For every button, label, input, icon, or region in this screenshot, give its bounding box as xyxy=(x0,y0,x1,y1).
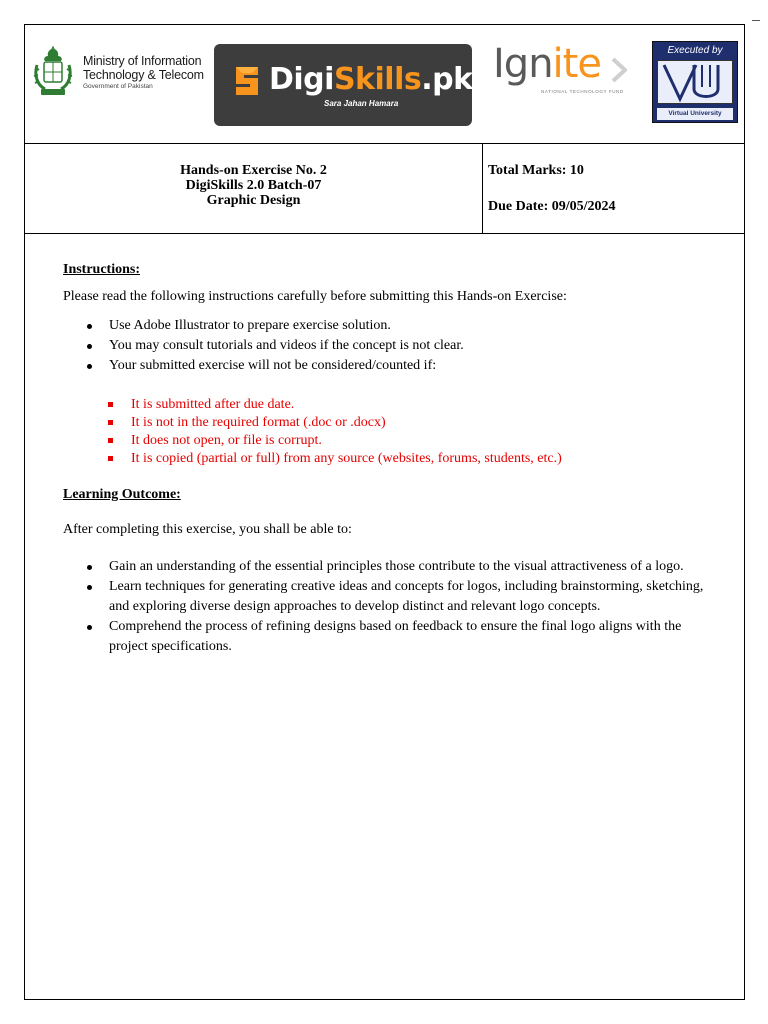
digiskills-word-suffix: .pk xyxy=(421,62,473,97)
instructions-intro: Please read the following instructions carefully before submitting this Hands-on Exercise: xyxy=(63,289,567,304)
square-bullet-icon xyxy=(108,438,113,443)
list-item xyxy=(107,432,707,450)
list-item xyxy=(85,617,715,657)
instructions-list xyxy=(85,316,715,376)
vu-name: Virtual University xyxy=(657,108,733,120)
list-item xyxy=(85,356,715,376)
total-marks: Total Marks: 10 xyxy=(488,163,584,178)
vu-letters-icon xyxy=(658,61,732,103)
ignite-subtitle: NATIONAL TECHNOLOGY FUND xyxy=(541,89,624,94)
bullet-icon xyxy=(87,364,92,369)
bullet-icon xyxy=(87,344,92,349)
condition-text: It is not in the required format (.doc or .docx) xyxy=(131,415,386,430)
page-edge-mark xyxy=(752,20,760,21)
digiskills-word-main: Digi xyxy=(269,62,334,97)
batch-name: DigiSkills 2.0 Batch-07 xyxy=(185,178,322,193)
vu-monogram xyxy=(657,60,733,104)
rejection-conditions-list xyxy=(107,396,707,468)
list-item xyxy=(85,336,715,356)
square-bullet-icon xyxy=(108,420,113,425)
list-item xyxy=(107,414,707,432)
learning-outcome-list xyxy=(85,557,715,657)
digiskills-wordmark xyxy=(269,62,473,97)
due-date: Due Date: 09/05/2024 xyxy=(488,199,616,214)
ignite-word-start: Ign xyxy=(493,41,553,87)
bullet-icon xyxy=(87,585,92,590)
digiskills-tagline: Sara Jahan Hamara xyxy=(324,99,399,108)
outcome-text: Comprehend the process of refining designs based on feedback to ensure the final logo aligns with the project specifications. xyxy=(109,619,682,654)
outcome-text: Learn techniques for generating creative ideas and concepts for logos, including brainstorming, sketching, and exploring diverse design approaches to develop distinct and relevant logo concepts. xyxy=(109,579,704,614)
learning-outcome-heading: Learning Outcome: xyxy=(63,487,181,502)
pakistan-emblem-icon xyxy=(31,45,75,101)
bullet-icon xyxy=(87,625,92,630)
instructions-heading: Instructions: xyxy=(63,262,141,277)
list-item xyxy=(85,577,715,617)
ignite-logo xyxy=(493,41,633,107)
exercise-title: Hands-on Exercise No. 2 xyxy=(180,163,327,178)
ministry-name-line1: Ministry of Information xyxy=(83,54,202,68)
condition-text: It is copied (partial or full) from any source (websites, forums, students, etc.) xyxy=(131,451,562,466)
digiskills-s-icon xyxy=(230,61,266,101)
digiskills-word-accent: Skills xyxy=(333,62,422,97)
condition-text: It does not open, or file is corrupt. xyxy=(131,433,322,448)
learning-outcome-intro: After completing this exercise, you shall be able to: xyxy=(63,522,352,537)
vu-logo xyxy=(652,41,738,123)
logo-header xyxy=(25,25,744,144)
digiskills-logo xyxy=(214,44,472,126)
document-frame xyxy=(24,24,745,1000)
ignite-word-accent: ite xyxy=(552,41,601,87)
instruction-text: Your submitted exercise will not be considered/counted if: xyxy=(109,358,437,373)
marks-cell xyxy=(488,143,738,233)
instruction-text: Use Adobe Illustrator to prepare exercise solution. xyxy=(109,318,391,333)
course-name: Graphic Design xyxy=(206,193,301,208)
outcome-text: Gain an understanding of the essential principles those contribute to the visual attractiveness of a logo. xyxy=(109,559,684,574)
exercise-info-row xyxy=(25,143,744,234)
exercise-title-cell xyxy=(25,143,483,233)
ministry-logo xyxy=(31,45,217,105)
ministry-name-line2: Technology & Telecom xyxy=(83,68,204,82)
square-bullet-icon xyxy=(108,402,113,407)
list-item xyxy=(85,557,715,577)
list-item xyxy=(85,316,715,336)
ignite-arrow-icon xyxy=(611,57,627,83)
ignite-wordmark xyxy=(493,41,601,87)
executed-by-label: Executed by xyxy=(667,45,723,56)
condition-text: It is submitted after due date. xyxy=(131,397,295,412)
list-item xyxy=(107,396,707,414)
list-item xyxy=(107,450,707,468)
ministry-name-line3: Government of Pakistan xyxy=(83,83,153,90)
bullet-icon xyxy=(87,324,92,329)
instruction-text: You may consult tutorials and videos if the concept is not clear. xyxy=(109,338,464,353)
bullet-icon xyxy=(87,565,92,570)
square-bullet-icon xyxy=(108,456,113,461)
